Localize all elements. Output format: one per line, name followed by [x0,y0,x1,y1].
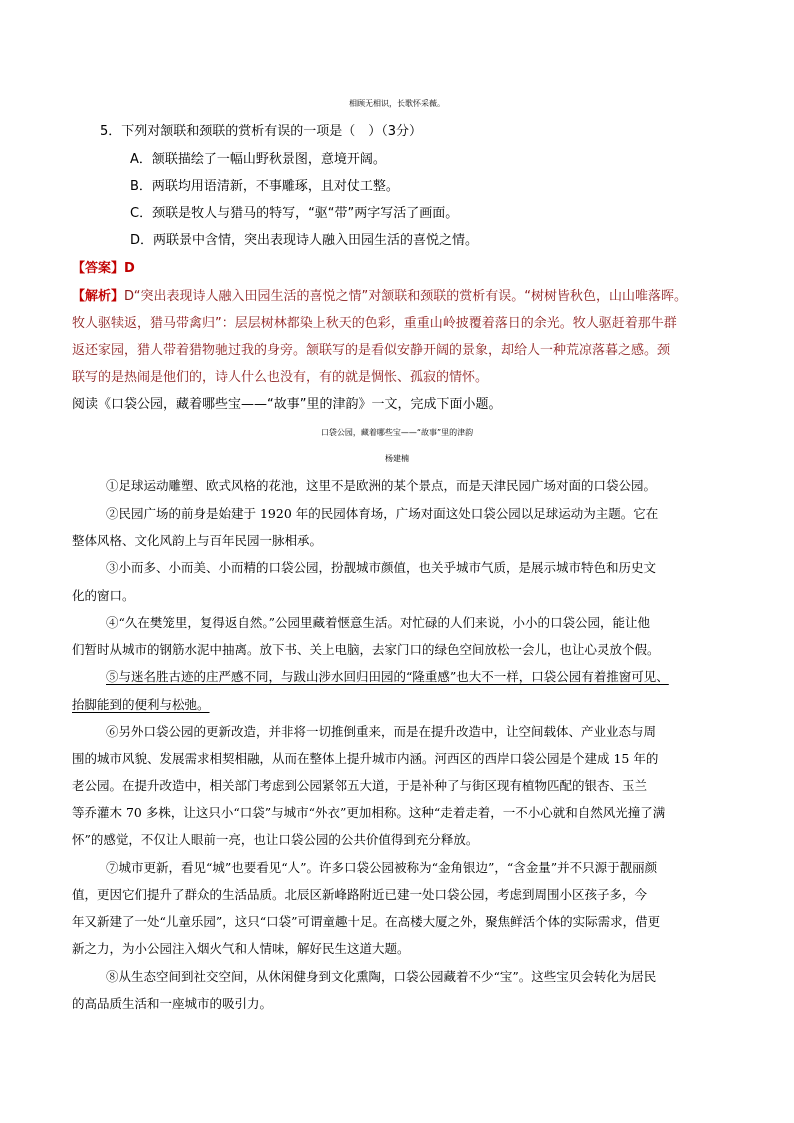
article-line-19: ⑧从生态空间到社交空间，从休闲健身到文化熏陶，口袋公园藏着不少“宝”。这些宝贝会转化为居民 [106,969,657,984]
analysis-line-4: 联写的是热闹是他们的，诗人什么也没有，有的就是惆怅、孤寂的情怀。 [72,370,489,385]
analysis-line-2: 牧人驱犊返，猎马带禽归”：层层树林都染上秋天的色彩，重重山岭披覆着落日的余光。牧人驱赶着那牛群 [72,316,677,331]
article-line-8: ⑤与迷名胜古迹的庄严感不同，与跋山涉水回归田园的“隆重感”也大不一样，口袋公园有着推窗可见、 [106,669,669,684]
question-stem: 5．下列对颔联和颈联的赏析有误的一项是（ ）（3分） [100,124,423,139]
article-line-17: 年又新建了一处“儿童乐园”，这只“口袋”可谓童趣十足。在高楼大厦之外，聚焦鲜活个体的实际需求，借更 [72,914,661,929]
article-line-10: ⑥另外口袋公园的更新改造，并非将一切推倒重来，而是在提升改造中，让空间载体、产业业态与周 [106,724,657,739]
article-line-4: ③小而多、小而美、小而精的口袋公园，扮靓城市颜值，也关乎城市气质，是展示城市特色和历史文 [106,560,657,575]
article-title: 口袋公园，藏着哪些宝——“故事”里的津韵 [320,428,474,437]
analysis-line-3: 返还家园，猎人带着猎物驰过我的身旁。颔联写的是看似安静开阔的景象，却给人一种荒凉落暮之感。颈 [72,343,671,358]
article-line-3: 整体风格、文化风韵上与百年民园一脉相承。 [72,533,323,548]
article-line-1: ①足球运动雕塑、欧式风格的花池，这里不是欧洲的某个景点，而是天津民园广场对面的口袋公园。 [106,478,657,493]
answer-label: 【答案】 [72,261,125,276]
option-a: A．颔联描绘了一幅山野秋景图，意境开阔。 [130,152,386,167]
article-line-2: ②民园广场的前身是始建于 1920 年的民园体育场，广场对面这处口袋公园以足球运动为主题。它在 [106,506,659,521]
answer-value: D [124,261,135,276]
analysis-label: 【解析】 [72,289,125,304]
article-line-14: 怀”的感觉，不仅让人眼前一亮，也让口袋公园的公共价值得到充分释放。 [72,832,479,847]
article-line-18: 新之力，为小公园注入烟火气和人情味，解好民生这道大题。 [72,941,410,956]
poem-last-line: 相顾无相识，长歌怀采薇。 [349,99,445,108]
article-line-9: 抬脚能到的便利与松弛。 [72,697,210,712]
article-line-11: 围的城市风貌、发展需求相契相融，从而在整体上提升城市内涵。河西区的西岸口袋公园是个建成 15 年的 [72,751,659,766]
article-line-15: ⑦城市更新，看见“城”也要看见“人”。许多口袋公园被称为“金角银边”，“含金量”并不只源于靓丽颜 [106,860,658,875]
option-b: B．两联均用语清新，不事雕琢，且对仗工整。 [130,179,399,194]
answer-row [72,261,135,277]
reading-intro: 阅读《口袋公园，藏着哪些宝——“故事”里的津韵》一文，完成下面小题。 [72,397,502,412]
analysis-line-1 [72,289,687,305]
option-c: C．颈联是牧人与猎马的特写，“驱“带”两字写活了画面。 [130,206,459,221]
article-line-20: 的高品质生活和一座城市的吸引力。 [72,996,273,1011]
article-line-13: 等乔灌木 70 多株，让这只小“口袋”与城市“外衣”更加相称。这种“走着走着，一不小心就和自然风光撞了满 [72,805,666,820]
article-line-5: 化的窗口。 [72,588,135,603]
option-d: D．两联景中含情，突出表现诗人融入田园生活的喜悦之情。 [130,233,479,248]
article-author: 杨建楠 [385,454,409,463]
article-line-7: 们暂时从城市的钢筋水泥中抽离。放下书、关上电脑，去家门口的绿色空间放松一会儿，也让心灵放个假。 [72,642,660,657]
article-line-16: 值，更因它们提升了群众的生活品质。北辰区新峰路附近已建一处口袋公园，考虑到周围小区孩子多，今 [72,887,648,902]
article-line-12: 老公园。在提升改造中，相关部门考虑到公园紧邻五大道，于是补种了与街区现有植物匹配的银杏、玉兰 [72,778,648,793]
article-line-6: ④“久在樊笼里，复得返自然。”公园里藏着惬意生活。对忙碌的人们来说，小小的口袋公园，能让他 [106,615,651,630]
analysis-text-1: D“突出表现诗人融入田园生活的喜悦之情”对颔联和颈联的赏析有误。“树树皆秋色，山山唯落晖。 [124,289,687,304]
